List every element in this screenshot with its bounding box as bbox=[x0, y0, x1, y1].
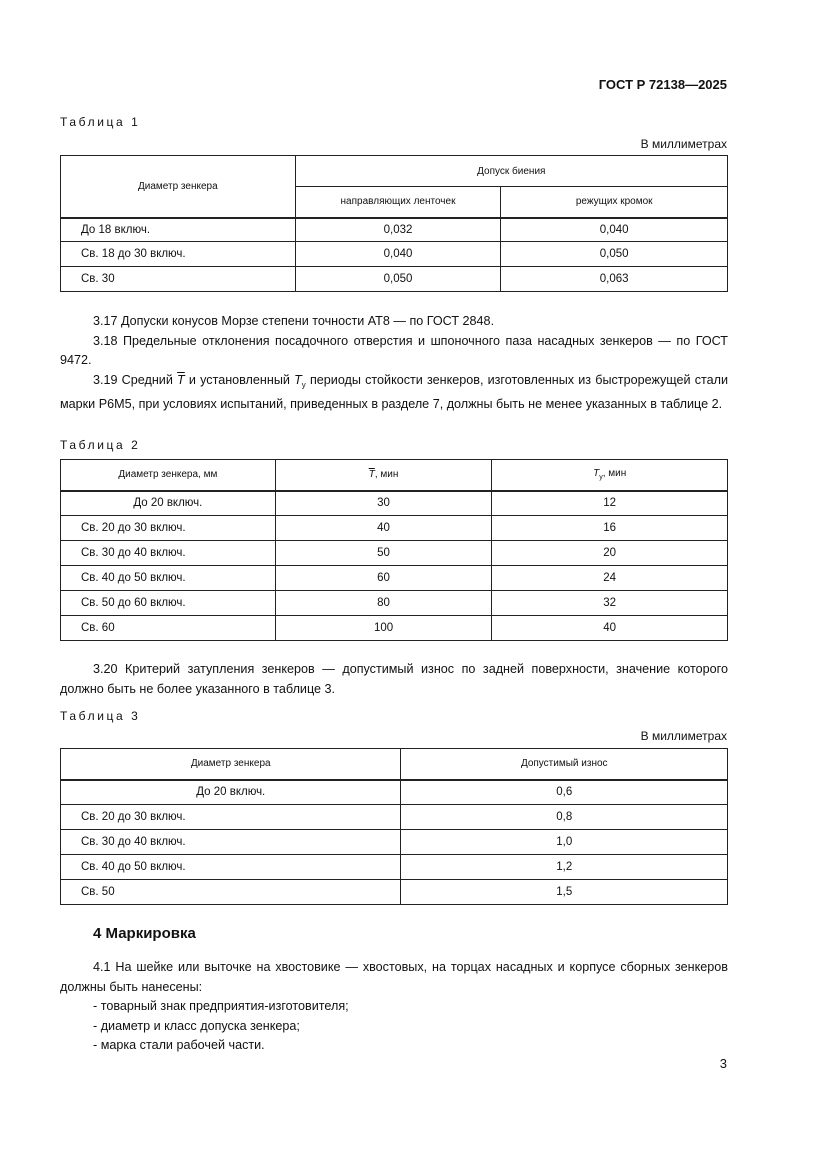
paragraphs-3-17-3-19 bbox=[60, 312, 728, 414]
table3 bbox=[60, 748, 728, 905]
table-row: Св. 30 0,050 0,063 bbox=[61, 267, 728, 292]
paragraph-3-17: 3.17 Допуски конусов Морзе степени точности АТ8 — по ГОСТ 2848. bbox=[93, 314, 495, 328]
symbol-t-set: $T_у$ bbox=[294, 372, 306, 390]
section-4-title: 4 Маркировка bbox=[93, 925, 196, 942]
table-row: Св. 20 до 30 включ. 40 16 bbox=[61, 516, 728, 541]
paragraph-3-20-block bbox=[60, 660, 728, 699]
table2-col-ty: $T_у$, мин bbox=[492, 460, 728, 491]
table3-col-wear: Допустимый износ bbox=[401, 749, 728, 780]
table-row: Св. 50 1,5 bbox=[61, 880, 728, 905]
table-row: Св. 18 до 30 включ. 0,040 0,050 bbox=[61, 242, 728, 267]
table1-col-diameter: Диаметр зенкера bbox=[61, 156, 296, 218]
table1-units: В миллиметрах bbox=[640, 137, 727, 151]
table2-col-diameter: Диаметр зенкера, мм bbox=[61, 460, 276, 491]
table3-col-diameter: Диаметр зенкера bbox=[61, 749, 401, 780]
table3-units: В миллиметрах bbox=[640, 729, 727, 743]
paragraph-3-18: 3.18 Предельные отклонения посадочного отверстия и шпоночного паза насадных зенкеров — по ГОСТ 9472. bbox=[60, 333, 728, 367]
table1-col-a: направляющих ленточек bbox=[295, 187, 501, 218]
table1-col-group: Допуск биения bbox=[295, 156, 727, 187]
table-row: Св. 30 до 40 включ. 1,0 bbox=[61, 830, 728, 855]
list-item: - товарный знак предприятия-изготовителя; bbox=[93, 999, 349, 1013]
document-header: ГОСТ Р 72138—2025 bbox=[598, 77, 727, 92]
table1 bbox=[60, 155, 728, 292]
table-row: Св. 60 100 40 bbox=[61, 616, 728, 641]
page-number: 3 bbox=[719, 1056, 727, 1071]
table-row: Св. 40 до 50 включ. 1,2 bbox=[61, 855, 728, 880]
table3-caption: Таблица 3 bbox=[60, 709, 141, 723]
table-row: Св. 30 до 40 включ. 50 20 bbox=[61, 541, 728, 566]
section-4-body bbox=[60, 958, 728, 1056]
table-row: До 20 включ. 0,6 bbox=[61, 780, 728, 805]
list-item: - диаметр и класс допуска зенкера; bbox=[93, 1018, 300, 1033]
table2 bbox=[60, 459, 728, 641]
table-row: Св. 40 до 50 включ. 60 24 bbox=[61, 566, 728, 591]
table2-caption: Таблица 2 bbox=[60, 438, 141, 452]
table1-col-b: режущих кромок bbox=[501, 187, 728, 218]
paragraph-3-19: 3.19 Средний $\overline{T}$ и установленный $T_у$ периоды стойкости зенкеров, изготовленных из быстрорежущей стали марки Р6М5, при условиях испытаний, приведенных в разделе 7, должны быть не менее указанных в таблице 2. bbox=[60, 372, 729, 411]
table2-col-t: $\overline{T}$, мин bbox=[275, 460, 492, 491]
list-item: - марка стали рабочей части. bbox=[93, 1038, 265, 1052]
table-row: До 18 включ. 0,032 0,040 bbox=[61, 218, 728, 242]
table1-caption: Таблица 1 bbox=[60, 115, 141, 129]
paragraph-3-20: 3.20 Критерий затупления зенкеров — допустимый износ по задней поверхности, значение которого должно быть не более указанного в таблице 3. bbox=[60, 662, 728, 696]
table-row: Св. 20 до 30 включ. 0,8 bbox=[61, 805, 728, 830]
table-row: Св. 50 до 60 включ. 80 32 bbox=[61, 591, 728, 616]
symbol-t-mean: $\overline{T}$ bbox=[177, 372, 185, 387]
paragraph-4-1: 4.1 На шейке или выточке на хвостовике — хвостовых, на торцах насадных и корпусе сборных зенкеров должны быть нанесены: bbox=[60, 960, 728, 994]
table-row: До 20 включ. 30 12 bbox=[61, 491, 728, 516]
